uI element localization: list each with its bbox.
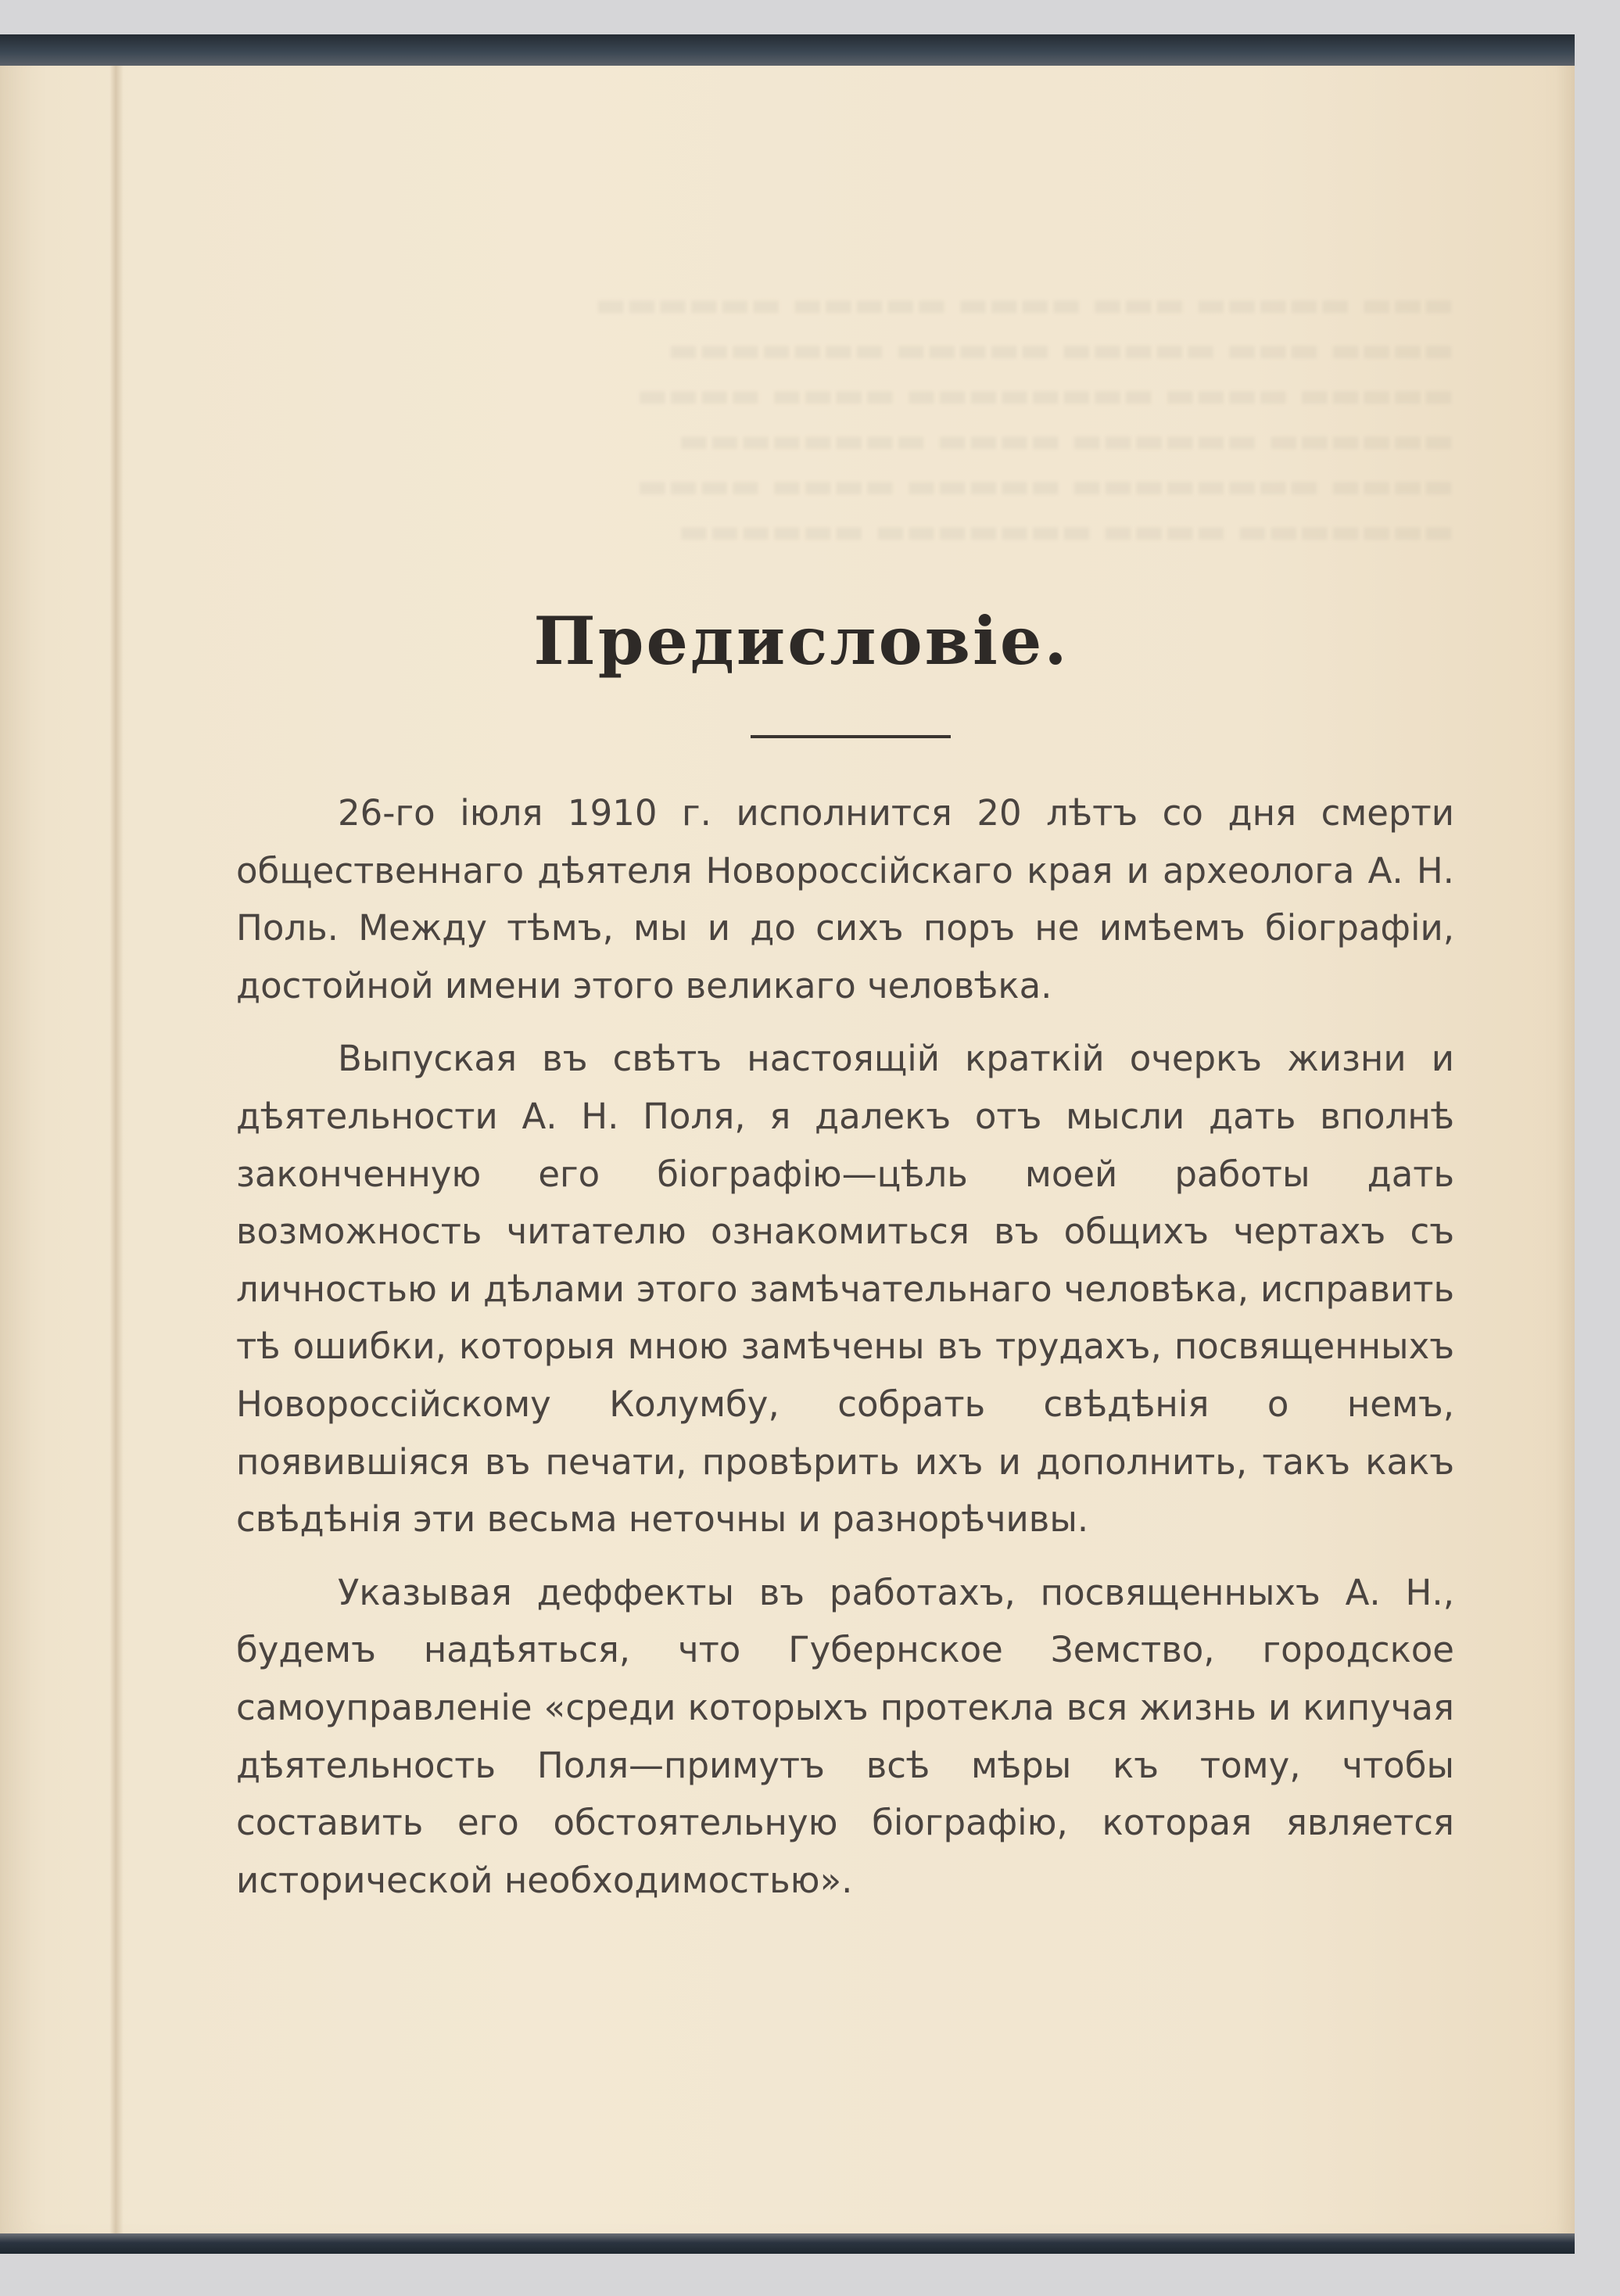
book-cover-edge-bottom [0, 2233, 1575, 2254]
paragraph-1: 26-го іюля 1910 г. исполнится 20 лѣтъ со дня смерти общественнаго дѣятеля Новороссійскаго края и археолога А. Н. Поль. Между тѣмъ, мы и до сихъ поръ не имѣемъ біографіи, достойной имени этого великаго человѣка. [236, 792, 1454, 1006]
page-gutter [109, 66, 124, 2233]
preface-body [236, 784, 1454, 1925]
title-divider [751, 735, 951, 738]
paragraph-2: Выпуская въ свѣтъ настоящій краткій очеркъ жизни и дѣятельности А. Н. Поля, я далекъ отъ мысли дать вполнѣ законченную его біографію—цѣль моей работы дать возможность читателю ознакомиться въ общихъ чертахъ съ личностью и дѣлами этого замѣчательнаго человѣка, исправить тѣ ошибки, которыя мною замѣчены въ трудахъ, посвященныхъ Новороссійскому Колумбу, собрать свѣдѣнія о немъ, появившіяся въ печати, провѣрить ихъ и дополнить, такъ какъ свѣдѣнія эти весьма неточны и разнорѣчивы. [236, 1038, 1454, 1541]
show-through-text: ▬▬▬ ▬▬▬▬▬ ▬▬▬ ▬▬▬▬ ▬▬▬▬▬ ▬▬▬▬▬▬ ▬▬▬▬ ▬▬▬ ▬▬▬▬▬ ▬▬▬▬▬ ▬▬▬▬▬▬▬ ▬▬▬▬▬ ▬▬▬▬ ▬▬▬▬▬▬▬▬ ▬▬▬▬ ▬▬▬▬ ▬▬▬▬▬▬ ▬▬▬▬▬▬ ▬▬▬▬ ▬▬▬▬▬▬▬▬ ▬▬▬▬ ▬▬▬▬▬▬▬▬ ▬▬▬▬▬ ▬▬▬▬ ▬▬▬▬ ▬▬▬▬▬▬▬ ▬▬▬▬ ▬▬▬▬▬▬▬ ▬▬▬▬▬▬ [595, 285, 1454, 550]
paragraph-3: Указывая деффекты въ работахъ, посвященныхъ А. Н., будемъ надѣяться, что Губернское Земство, городское самоуправленіе «среди которыхъ протекла вся жизнь и кипучая дѣятельность Поля—примутъ всѣ мѣры къ тому, чтобы составить его обстоятельную біографію, которая является исторической необходимостью». [236, 1571, 1454, 1901]
book-cover-edge-top [0, 34, 1575, 66]
page-title: Предисловіе. [533, 602, 1070, 680]
